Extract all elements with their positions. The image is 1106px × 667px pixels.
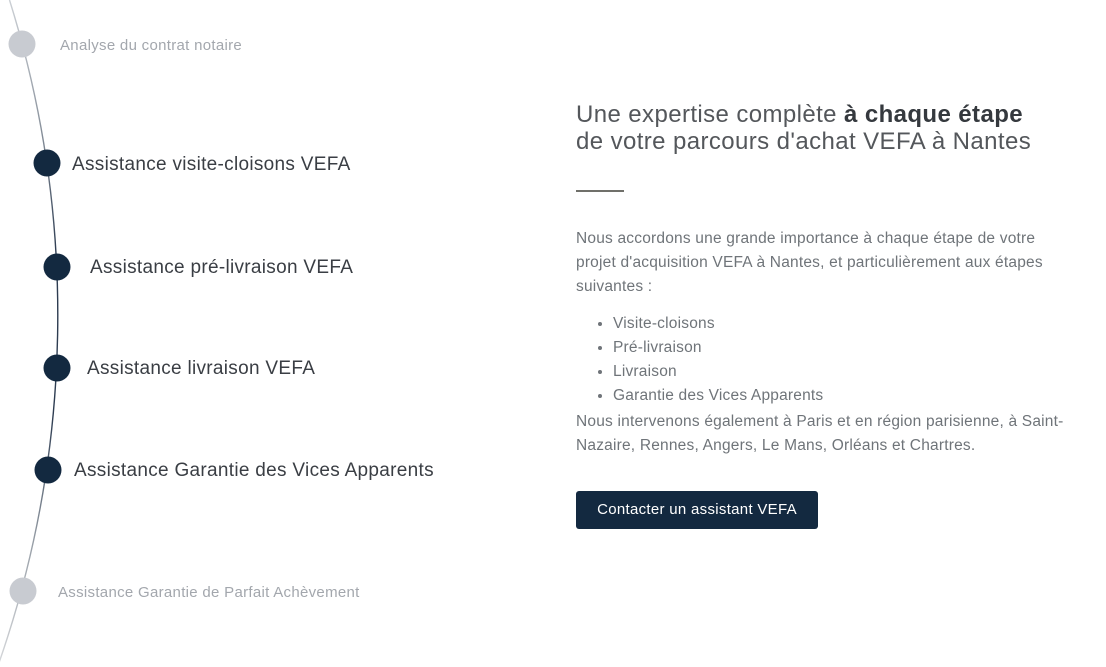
timeline-dot-vices-apparents [35,457,62,484]
timeline-label-livraison: Assistance livraison VEFA [87,358,316,379]
list-item-livraison: • Livraison [613,360,1076,384]
timeline-label-vices-apparents: Assistance Garantie des Vices Apparents [74,460,434,481]
timeline-arc-line [0,0,120,667]
timeline-dot-visite-cloisons [34,150,61,177]
list-item-vices-apparents: • Garantie des Vices Apparents [613,384,1076,408]
timeline-dot-livraison [44,355,71,382]
outro-paragraph: Nous intervenons également à Paris et en région parisienne, à Saint-Nazaire, Rennes, Angers, Le Mans, Orléans et Chartres. [576,413,1064,454]
timeline-label-contrat-notaire: Analyse du contrat notaire [60,37,243,54]
steps-list [576,312,1076,408]
intro-paragraph: Nous accordons une grande importance à chaque étape de votre projet d'acquisition VEFA à Nantes, et particulièrement aux étapes suivantes : [576,230,1043,295]
timeline-label-parfait-achevement: Assistance Garantie de Parfait Achèvement [58,584,360,601]
list-item-pre-livraison: • Pré-livraison [613,336,1076,360]
timeline-label-pre-livraison: Assistance pré-livraison VEFA [90,257,354,278]
timeline-dot-contrat-notaire [9,31,36,58]
timeline-dot-parfait-achevement [10,578,37,605]
list-item-visite-cloisons: • Visite-cloisons [613,312,1076,336]
contact-assistant-button[interactable]: Contacter un assistant VEFA [576,491,818,529]
expertise-section [576,101,1076,529]
heading-normal-part: Une expertise complète [576,101,844,128]
section-heading [576,101,1076,155]
timeline-dot-pre-livraison [44,254,71,281]
heading-bold-part: à chaque étape [844,101,1024,128]
heading-divider [576,190,624,192]
timeline-label-visite-cloisons: Assistance visite-cloisons VEFA [72,154,351,175]
heading-second-line: de votre parcours d'achat VEFA à Nantes [576,128,1032,155]
